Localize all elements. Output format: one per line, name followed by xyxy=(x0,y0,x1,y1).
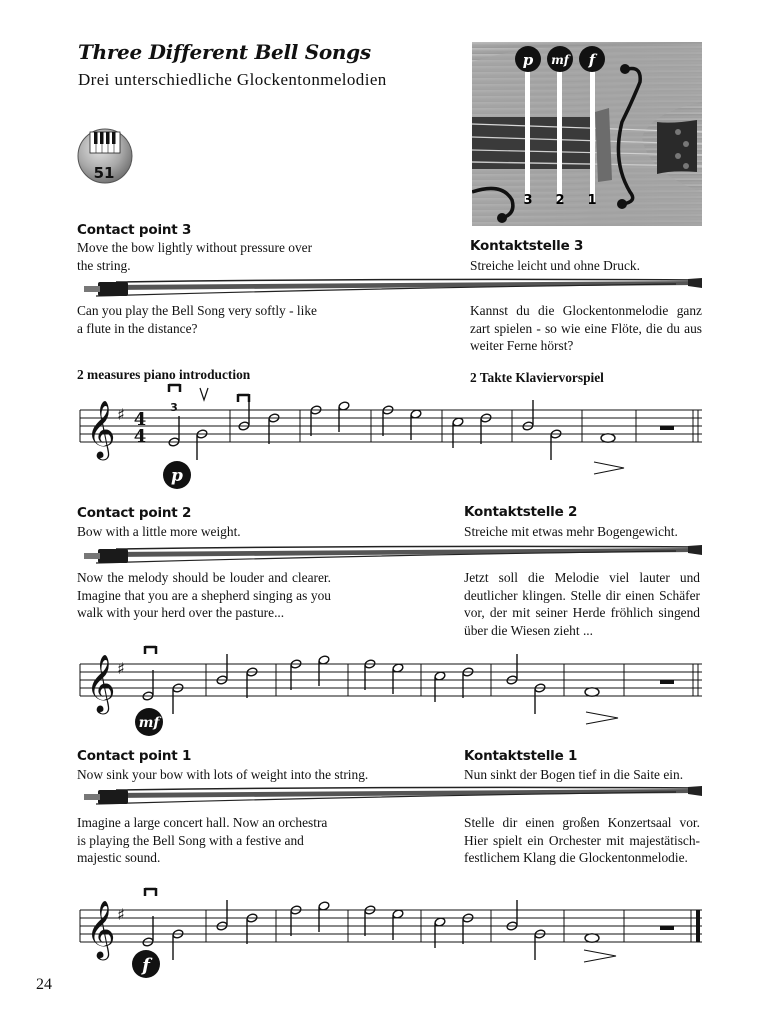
photo-contact-2: 2 xyxy=(555,193,565,208)
page-subtitle: Drei unterschiedliche Glockentonmelodien xyxy=(78,70,387,89)
en-heading-contact-3: Contact point 3 xyxy=(77,222,192,238)
de-text-contact-1: Stelle dir einen großen Konzertsaal vor. Hier spielt ein Orchester mit majestätisch-festlichem Klang die Glockentonmelodie. xyxy=(464,815,700,865)
en-heading-contact-1: Contact point 1 xyxy=(77,748,192,764)
down-bow-icon-3 xyxy=(145,646,156,654)
de-instruction-contact-1: Nun sinkt der Bogen tief in die Saite ein. xyxy=(464,767,684,782)
decrescendo-hairpin-2 xyxy=(586,712,618,724)
up-bow-icon xyxy=(200,388,208,400)
de-text-contact-3: Kannst du die Glockentonmelodie ganz zart spielen - so wie eine Flöte, die du aus weiter Ferne hörst? xyxy=(470,303,702,353)
photo-dynamic-mf: mf xyxy=(551,53,569,67)
cd-track-number: 51 xyxy=(93,164,115,182)
treble-clef-icon: 𝄞 xyxy=(86,400,116,458)
down-bow-icon xyxy=(169,384,180,392)
page-number: 24 xyxy=(36,976,52,993)
en-text-contact-3: Can you play the Bell Song very softly - like a flute in the distance? xyxy=(77,303,317,336)
photo-contact-1: 1 xyxy=(587,193,597,208)
violin-contact-points-photo xyxy=(472,42,702,226)
decrescendo-hairpin-3 xyxy=(584,950,616,962)
time-signature-bottom: 4 xyxy=(133,426,147,447)
de-heading-contact-2: Kontaktstelle 2 xyxy=(464,504,578,520)
music-staff-1 xyxy=(76,380,706,490)
de-heading-contact-1: Kontaktstelle 1 xyxy=(464,748,578,764)
whole-rest-icon-3 xyxy=(660,926,674,930)
treble-clef-icon-3: 𝄞 xyxy=(86,900,116,958)
time-signature-top: 4 xyxy=(133,409,147,430)
sharp-icon-2: ♯ xyxy=(117,659,125,678)
dynamic-p-badge: p xyxy=(171,466,183,486)
de-heading-contact-3: Kontaktstelle 3 xyxy=(470,238,584,254)
decrescendo-hairpin xyxy=(594,462,624,474)
down-bow-icon-2 xyxy=(238,394,249,402)
photo-dynamic-f: f xyxy=(588,51,596,69)
whole-rest-icon-2 xyxy=(660,680,674,684)
photo-contact-3: 3 xyxy=(523,193,533,208)
dynamic-mf-badge: mf xyxy=(138,715,160,731)
en-heading-contact-2: Contact point 2 xyxy=(77,505,192,521)
bow-graphic-3 xyxy=(76,784,706,814)
en-text-contact-2: Now the melody should be louder and clearer. Imagine that you are a shepherd singing as you walk with your herd over the pasture... xyxy=(77,570,331,620)
en-intro-label: 2 measures piano introduction xyxy=(77,367,251,382)
de-instruction-contact-3: Streiche leicht und ohne Druck. xyxy=(470,258,640,273)
music-staff-3 xyxy=(76,880,706,990)
de-intro-label: 2 Takte Klaviervorspiel xyxy=(470,370,604,385)
whole-rest-icon xyxy=(660,426,674,430)
en-instruction-contact-3: Move the bow lightly without pressure over the string. xyxy=(77,240,313,273)
sharp-icon: ♯ xyxy=(117,405,125,424)
en-text-contact-1: Imagine a large concert hall. Now an orchestra is playing the Bell Song with a festive and majestic sound. xyxy=(77,815,328,865)
dynamic-f-badge: f xyxy=(142,955,150,976)
music-staff-2 xyxy=(76,640,706,740)
cd-track-badge xyxy=(77,128,133,184)
en-instruction-contact-2: Bow with a little more weight. xyxy=(77,524,241,539)
down-bow-icon-4 xyxy=(145,888,156,896)
de-instruction-contact-2: Streiche mit etwas mehr Bogengewicht. xyxy=(464,524,678,539)
photo-dynamic-p: p xyxy=(522,51,534,69)
treble-clef-icon-2: 𝄞 xyxy=(86,654,116,712)
de-text-contact-2: Jetzt soll die Melodie viel lauter und deutlicher klingen. Stelle dir einen Schäfer vor, der mit seiner Herde fröhlich singend über die Wiesen zieht ... xyxy=(464,570,700,638)
fingering-number: 3 xyxy=(170,401,178,414)
piano-keys-cd-icon xyxy=(77,128,133,184)
page-title: Three Different Bell Songs xyxy=(78,40,371,64)
sharp-icon-3: ♯ xyxy=(117,905,125,924)
en-instruction-contact-1: Now sink your bow with lots of weight into the string. xyxy=(77,767,369,782)
